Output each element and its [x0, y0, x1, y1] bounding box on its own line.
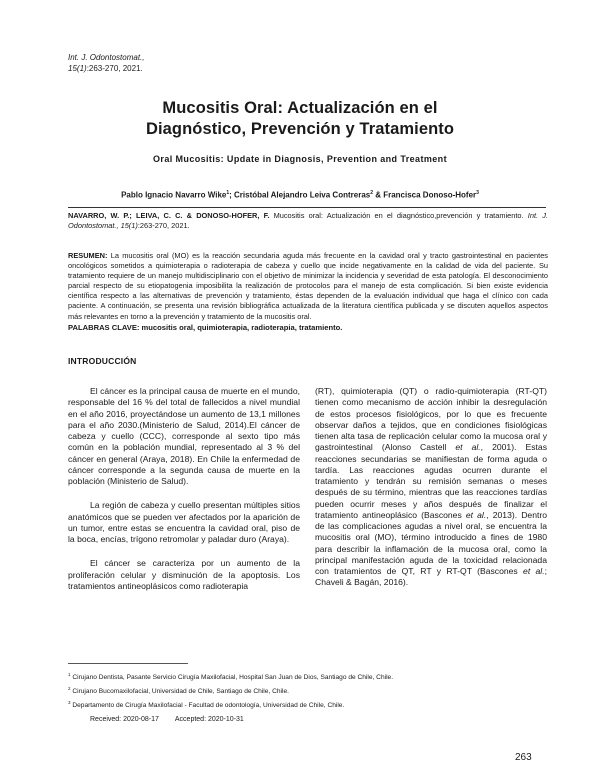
- accepted-date: Accepted: 2020-10-31: [174, 716, 244, 723]
- title-line-1: Mucositis Oral: Actualización en el: [162, 99, 438, 117]
- journal-volume: 15(1): [68, 64, 87, 73]
- abstract: [68, 251, 548, 322]
- author-3: & Francisca Donoso-Hofer: [373, 190, 477, 200]
- received-date: Received: 2020-08-17: [90, 716, 159, 723]
- page-number: 263: [515, 752, 532, 763]
- footnotes: [68, 670, 548, 711]
- author-1-affil: 1: [226, 190, 230, 196]
- column-right: [315, 386, 547, 602]
- journal-pages: :263-270, 2021.: [86, 64, 143, 73]
- english-title: Oral Mucositis: Update in Diagnosis, Prevention and Treatment: [153, 154, 447, 164]
- citation-pages: :263-270, 2021.: [137, 221, 190, 230]
- author-2-affil: 2: [370, 190, 373, 196]
- journal-name: Int. J. Odontostomat.,: [68, 53, 145, 62]
- footnote-3: $^3$ Departamento de Cirugía Maxilofacial - Facultad de odontología, Universidad de Chile, Chile.: [68, 699, 345, 709]
- author-3-affil: 3: [476, 190, 479, 196]
- paragraph: (RT), quimioterapia (QT) o radio-quimioterapia (RT-QT) tienen como mecanismo de acción inhibir la desregulación de estos procesos fisiológicos, por lo que es frecuente observar daños a tejidos, que en condiciones fisiológicas tienen alta tasa de replicación celular como la mucosa oral y gastrointestinal (Alonso Castell et al., 2001). Estas reacciones secundarias se manifiestan de forma aguda o tardía. Las reacciones agudas ocurren durante el tratamiento y tendrán su remisión semanas o meses después de su término, mientras que las reacciones tardías pueden ocurrir meses y años después de finalizar el tratamiento antineoplásico (Bascones et al., 2013). Dentro de las complicaciones agudas a nivel oral, se encuentra la mucositis oral (MO), término introducido a fines de 1980 para describir la inflamación de la mucosa oral, como la principal manifestación aguda de la toxicidad relacionada con tratamientos de QT, RT y RT-QT (Bascones et al.; Chaveli & Bagán, 2016).: [315, 386, 548, 588]
- paragraph: El cáncer se caracteriza por un aumento de la proliferación celular y disminución de la apoptosis. Los tratamientos antineoplásicos como radioterapia: [68, 558, 300, 591]
- section-heading: INTRODUCCIÓN: [68, 356, 137, 366]
- citation: [68, 211, 548, 231]
- author-1: Pablo Ignacio Navarro Wike: [121, 190, 227, 200]
- column-left: [68, 386, 300, 605]
- footnote-2: $^2$ Cirujano Bucomaxilofacial, Universidad de Chile, Santiago de Chile, Chile.: [68, 685, 289, 695]
- citation-journal: Int. J. Odontostomat., 15(1): [68, 211, 548, 230]
- citation-authors: NAVARRO, W. P.; LEIVA, C. C. & DONOSO-HOFER, F.: [68, 211, 270, 220]
- title-line-2: Diagnóstico, Prevención y Tratamiento: [145, 120, 455, 138]
- abstract-label: RESUMEN:: [68, 251, 108, 260]
- received-dates: [90, 716, 244, 723]
- paragraph: El cáncer es la principal causa de muerte en el mundo, responsable del 16 % del total de fallecidos a nivel mundial en el año 2016, proyectándose un aumento de 13,1 millones para el año 2030.(Ministerio de Salud, 2014).El cáncer de cabeza y cuello (CCC), corresponde al sexto tipo más común en la población mundial, representado al 3 % del cáncer en general (Araya, 2018). En Chile la enfermedad de cáncer corresponde a la segunda causa de muerte en la población (Ministerio de Salud).: [68, 386, 300, 486]
- journal-reference: [68, 52, 144, 74]
- header-divider: [68, 207, 546, 208]
- citation-title: Mucositis oral: Actualización en el diagnóstico,prevención y tratamiento.: [269, 211, 528, 220]
- author-list: [40, 190, 560, 200]
- keywords: PALABRAS CLAVE: mucositis oral, quimioterapia, radioterapia, tratamiento.: [68, 323, 343, 332]
- article-title: [60, 98, 540, 140]
- footnote-1: $^1$ Cirujano Dentista, Pasante Servicio Cirugía Maxilofacial, Hospital San Juan de Dios, Santiago de Chile, Chile.: [68, 672, 394, 682]
- footnote-divider: [68, 663, 188, 664]
- abstract-text: La mucositis oral (MO) es la reacción secundaria aguda más frecuente en la cavidad oral y tracto gastrointestinal en pacientes oncológicos sometidos a quimioterapia o radioterapia de cabeza y cuello que incide negativamente en la calidad de vida del paciente. Su tratamiento requiere de un manejo multidisciplinario con el objetivo de minimizar la incidencia y severidad de esta patología. El desconocimiento parcial respecto de su etiopatogenia imposibilita la realización de protocolos para el manejo de esta complicación. Si bien existe evidencia científica respecto a las alternativas de prevención y tratamiento, éstas dependen de la evaluación individual que haga el clínico con cada paciente. A continuación, se presenta una revisión bibliográfica actualizada de la literatura científica publicada y se discuten aquellos aspectos más relevantes en torno a la prevención y tratamiento de la mucositis oral.: [68, 251, 548, 321]
- paragraph: La región de cabeza y cuello presentan múltiples sitios anatómicos que se pueden ver afectados por la aparición de un tumor, entre estas se encuentra la cavidad oral, piso de la boca, encías, trígono retromolar y paladar duro (Araya).: [68, 500, 300, 544]
- author-2: ; Cristóbal Alejandro Leiva Contreras: [229, 190, 371, 200]
